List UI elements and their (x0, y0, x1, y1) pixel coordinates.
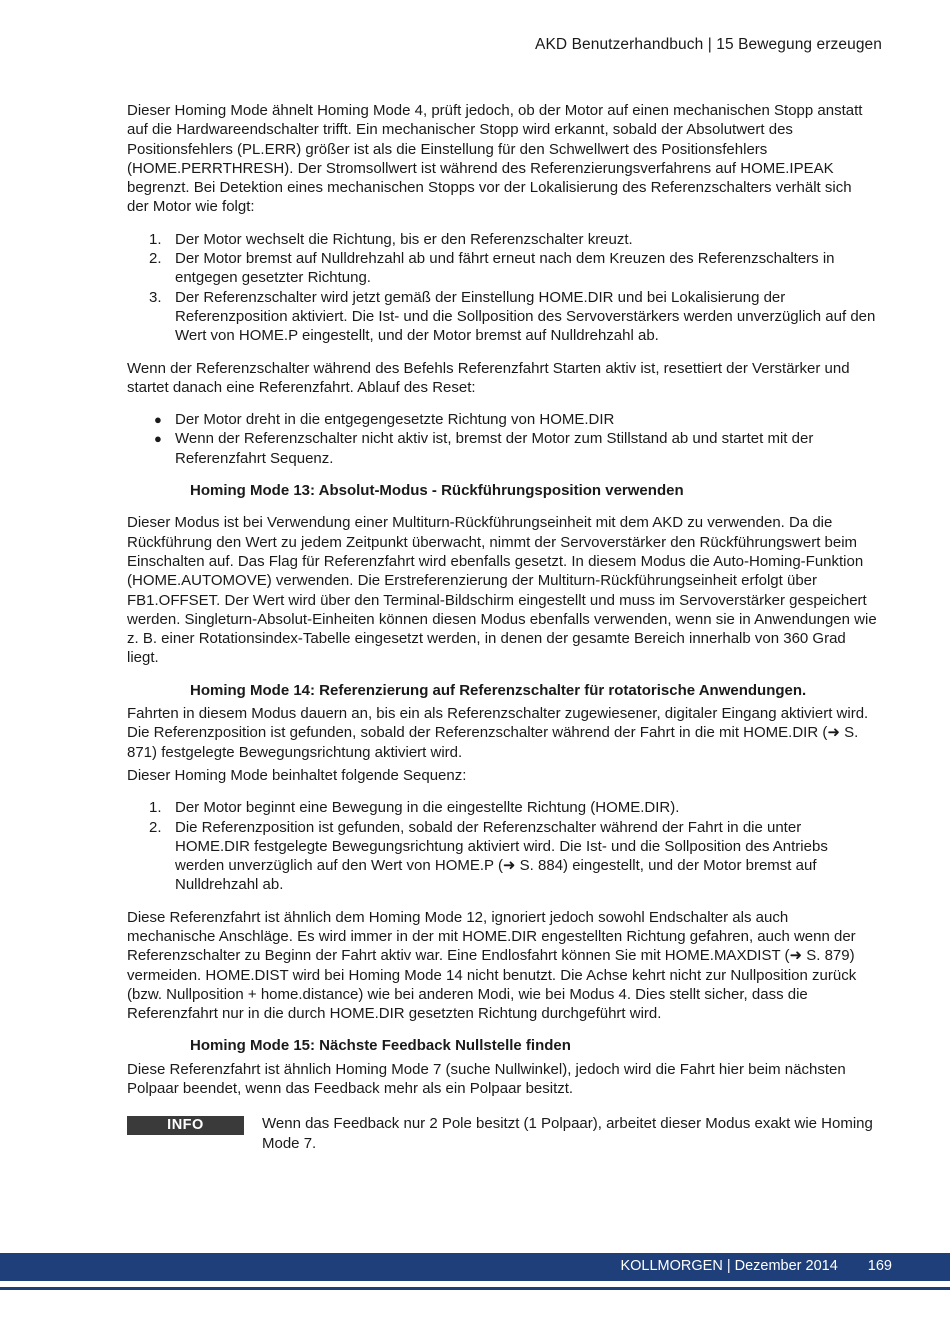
list-number: 3. (149, 288, 162, 306)
running-header: AKD Benutzerhandbuch | 15 Bewegung erzeugen (535, 36, 882, 53)
bullet-icon: ● (154, 412, 162, 428)
heading-homing-mode-14: Homing Mode 14: Referenzierung auf Referenzschalter für rotatorische Anwendungen. (190, 681, 807, 699)
list-item (127, 288, 877, 346)
footer-rule (0, 1287, 950, 1290)
list-item (127, 249, 877, 288)
paragraph-intro: Dieser Homing Mode ähnelt Homing Mode 4, prüft jedoch, ob der Motor auf einen mechanischen Stopp anstatt auf die Hardwareendschalter trifft. Ein mechanischer Stopp wird erkannt, sobald der Absolutwert des Positionsfehlers (PL.ERR) größer ist als die Einstellung für den Schwellwert des Positionsfehlers (HOME.PERRTHRESH). Der Stromsollwert ist während des Referenzierungsverfahrens auf HOME.IPEAK begrenzt. Bei Detektion eines mechanischen Stopps vor der Lokalisierung des Referenzschalters verhält sich der Motor wie folgt: (127, 102, 863, 216)
list-item-text: Der Motor wechselt die Richtung, bis er den Referenzschalter kreuzt. (175, 230, 633, 248)
heading-homing-mode-15: Homing Mode 15: Nächste Feedback Nullstelle finden (190, 1037, 571, 1055)
footer (620, 1258, 892, 1274)
list-number: 1. (149, 799, 162, 817)
footer-publisher: KOLLMORGEN | Dezember 2014 (620, 1258, 838, 1274)
list-item-text: Der Referenzschalter wird jetzt gemäß der Einstellung HOME.DIR und bei Lokalisierung der Referenzposition aktiviert. Die Ist- und die Sollposition des Servoverstärkers werden unverzüglich auf den Wert von HOME.P eingestellt, und der Motor bremst auf Nulldrehzahl ab. (175, 288, 876, 345)
list-item-text: Der Motor bremst auf Nulldrehzahl ab und fährt erneut nach dem Kreuzen des Referenzschalters in entgegen gesetzter Richtung. (175, 250, 835, 287)
list-item-text: Der Motor beginnt eine Bewegung in die eingestellte Richtung (HOME.DIR). (175, 799, 680, 817)
numbered-list-mode-14 (127, 798, 877, 894)
info-text: Wenn das Feedback nur 2 Pole besitzt (1 Polpaar), arbeitet dieser Modus exakt wie Homing Mode 7. (262, 1115, 873, 1152)
info-note (127, 1114, 877, 1154)
info-badge: INFO (127, 1116, 244, 1135)
paragraph-mode-14-sequence: Dieser Homing Mode beinhaltet folgende Sequenz: (127, 766, 467, 784)
paragraph-mode-14-intro: Fahrten in diesem Modus dauern an, bis ein als Referenzschalter zugewiesener, digitaler Eingang aktiviert wird. Die Referenzposition ist gefunden, sobald der Referenzschalter während der Fahrt in die mit HOME.DIR (➜ S. 871) festgelegte Bewegungsrichtung aktiviert wird. (127, 705, 869, 761)
paragraph-mode-13: Dieser Modus ist bei Verwendung einer Multiturn-Rückführungseinheit mit dem AKD zu verwenden. Da die Rückführung den Wert zu jedem Zeitpunkt überwacht, nimmt der Servoverstärker den Rückführungswert beim Einschalten auf. Das Flag für Referenzfahrt wird ebenfalls gesetzt. In diesem Modus die Auto-Homing-Funktion (HOME.AUTOMOVE) verwenden. Die Erstreferenzierung der Multiturn-Rückführungseinheit erfolgt über FB1.OFFSET. Der Wert wird über den Terminal-Bildschirm eingestellt und muss im Servoverstärker gespeichert werden. Singleturn-Absolut-Einheiten können diesen Modus ebenfalls verwenden, wenn sie in Anwendungen wie z. B. einer Rotationsindex-Tabelle eingesetzt werden, in denen der gesamte Bereich innerhalb von 360 Grad liegt. (127, 514, 877, 667)
list-number: 1. (149, 230, 162, 248)
list-item (127, 818, 877, 895)
list-item-text: Der Motor dreht in die entgegengesetzte Richtung von HOME.DIR (175, 411, 615, 429)
paragraph-reset: Wenn der Referenzschalter während des Befehls Referenzfahrt Starten aktiv ist, resettiert der Verstärker und startet danach eine Referenzfahrt. Ablauf des Reset: (127, 359, 850, 396)
list-item (127, 410, 877, 429)
list-item (127, 798, 877, 817)
list-item-text: Wenn der Referenzschalter nicht aktiv ist, bremst der Motor zum Stillstand ab und startet mit der Referenzfahrt Sequenz. (175, 430, 814, 467)
list-item-text: Die Referenzposition ist gefunden, sobald der Referenzschalter während der Fahrt in die unter HOME.DIR festgelegte Bewegungsrichtung aktiviert wird. Die Ist- und die Sollposition des Antriebs werden unverzüglich auf den Wert von HOME.P (➜ S. 884) eingestellt, und der Motor bremst auf Nulldrehzahl ab. (175, 818, 828, 894)
document-body (127, 101, 877, 1154)
list-item (127, 429, 877, 468)
heading-homing-mode-13: Homing Mode 13: Absolut-Modus - Rückführungsposition verwenden (190, 482, 684, 500)
paragraph-mode-15: Diese Referenzfahrt ist ähnlich Homing Mode 7 (suche Nullwinkel), jedoch wird die Fahrt hier beim nächsten Polpaar beendet, wenn das Feedback mehr als ein Polpaar besitzt. (127, 1060, 846, 1098)
page-number: 169 (867, 1258, 892, 1274)
list-number: 2. (149, 818, 162, 836)
paragraph-mode-14-notes: Diese Referenzfahrt ist ähnlich dem Homing Mode 12, ignoriert jedoch sowohl Endschalter als auch mechanische Anschläge. Es wird immer in der mit HOME.DIR engestellten Richtung gefahren, auch wenn der Referenzschalter zu Beginn der Fahrt aktiv war. Eine Endlosfahrt können Sie mit HOME.MAXDIST (➜ S. 879) vermeiden. HOME.DIST wird bei Homing Mode 14 nicht benutzt. Die Achse kehrt nicht zur Nullposition zurück (bzw. Nullposition + home.distance) wie bei anderen Modi, wie bei Modus 4. Dies stellt sicher, dass die Referenzfahrt nur in die durch HOME.DIR gesetzten Richtung durchgeführt wird. (127, 908, 857, 1023)
bullet-icon: ● (154, 431, 162, 447)
list-number: 2. (149, 250, 162, 268)
list-item (127, 230, 877, 249)
bullet-list-reset (127, 410, 877, 468)
numbered-list-stop-behaviour (127, 230, 877, 346)
